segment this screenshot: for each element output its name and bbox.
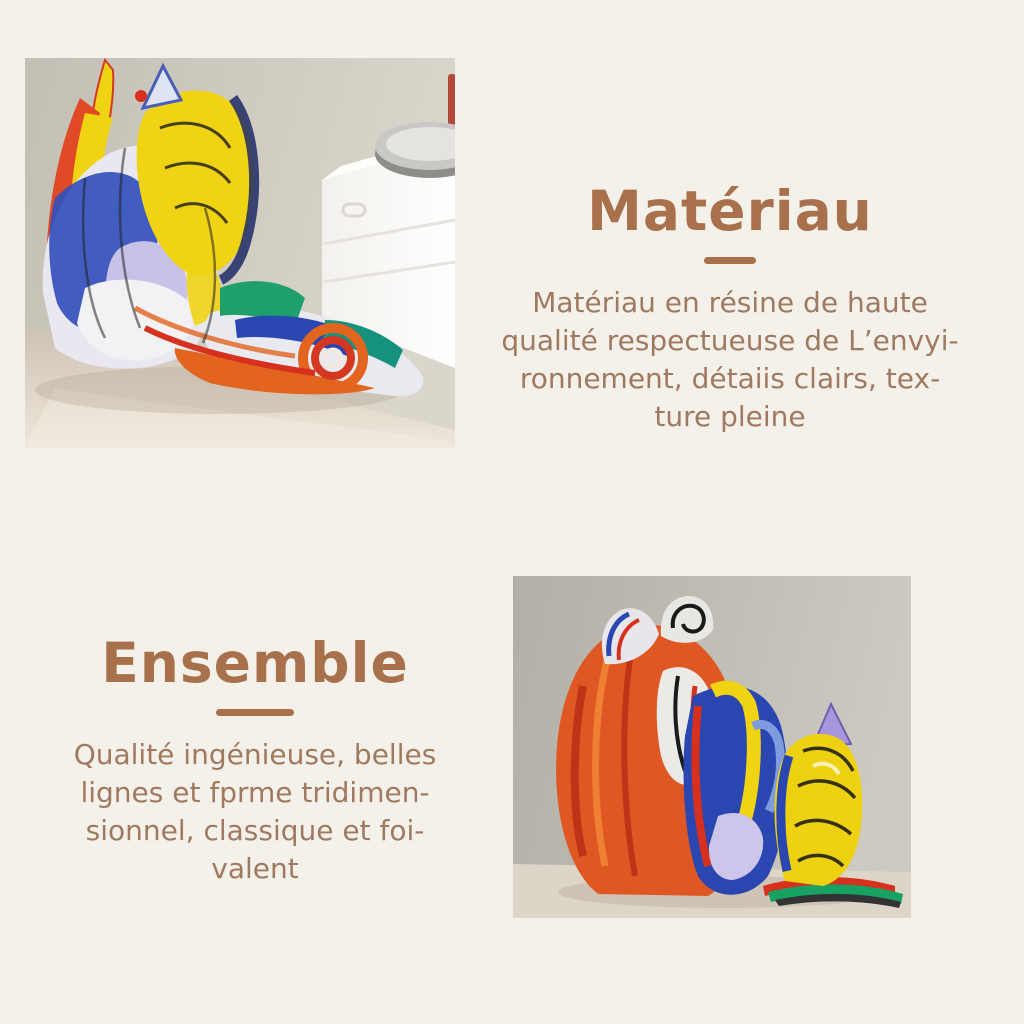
materiau-description bbox=[488, 284, 972, 436]
cat-rear-illustration bbox=[513, 576, 911, 918]
ensemble-line-1: Qualité ingénieuse, belles bbox=[73, 738, 437, 772]
ensemble-line-3: sionnel, classique et foi- bbox=[85, 814, 425, 848]
ensemble-heading: Ensemble bbox=[101, 631, 409, 695]
materiau-line-2: qualité respectueuse de L’envyi- bbox=[501, 324, 959, 358]
materiau-line-4: ture pleine bbox=[654, 400, 806, 434]
photo-cat-rear-view bbox=[513, 576, 911, 918]
materiau-heading: Matériau bbox=[587, 179, 873, 243]
section-ensemble bbox=[22, 632, 488, 888]
photo-cat-stretching-side-view bbox=[25, 58, 455, 448]
materiau-line-3: ronnement, détaiis clairs, tex- bbox=[519, 362, 941, 396]
cat-stretching-illustration bbox=[25, 58, 455, 448]
section-materiau bbox=[488, 180, 972, 436]
ensemble-line-2: lignes et fprme tridimen- bbox=[80, 776, 430, 810]
materiau-divider bbox=[704, 257, 756, 264]
ensemble-divider bbox=[216, 709, 294, 716]
materiau-line-1: Matériau en résine de haute bbox=[532, 286, 928, 320]
ensemble-line-4: valent bbox=[211, 852, 299, 886]
ensemble-description bbox=[22, 736, 488, 888]
